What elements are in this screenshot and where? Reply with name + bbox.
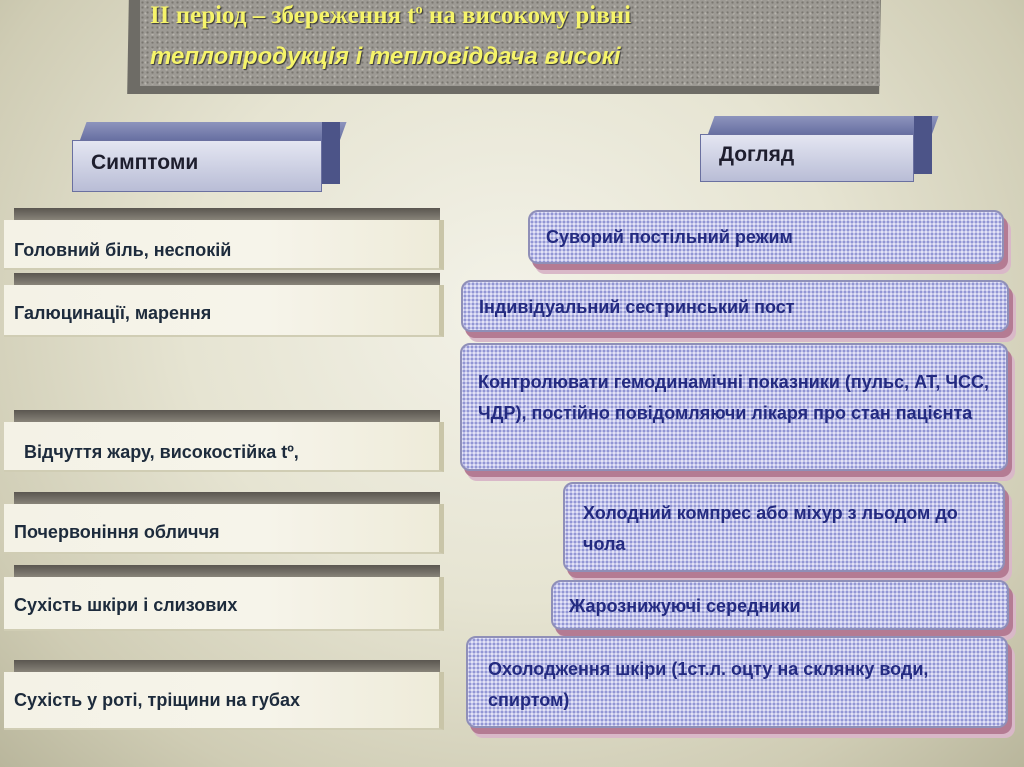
care-item: Холодний компрес або міхур з льодом до чола [563, 482, 1005, 572]
symptom-item: Головний біль, неспокій [4, 208, 444, 270]
care-item: Суворий постільний режим [528, 210, 1004, 264]
symptom-item: Відчуття жару, високостійка tº, [4, 410, 444, 472]
care-header-label: Догляд [700, 134, 914, 182]
slide-subtitle: теплопродукція і тепловіддача високі [150, 43, 621, 70]
care-item: Жарознижуючі середники [551, 580, 1009, 630]
care-header [700, 116, 932, 182]
slide-title: II період – збереження $t^o$ на високому рівні [150, 2, 632, 29]
symptoms-header-label: Симптоми [72, 140, 322, 192]
symptoms-header [72, 122, 340, 192]
care-item: Індивідуальний сестринський пост [461, 280, 1009, 332]
symptom-item: Галюцинації, марення [4, 273, 444, 337]
symptom-item: Сухість у роті, тріщини на губах [4, 660, 444, 730]
symptom-item: Почервоніння обличчя [4, 492, 444, 554]
care-item: Контролювати гемодинамічні показники (пульс, АТ, ЧСС, ЧДР), постійно повідомляючи лікаря про стан пацієнта [460, 343, 1008, 471]
symptom-item: Сухість шкіри і слизових [4, 565, 444, 631]
care-item: Охолодження шкіри (1ст.л. оцту на склянку води, спиртом) [466, 636, 1008, 728]
